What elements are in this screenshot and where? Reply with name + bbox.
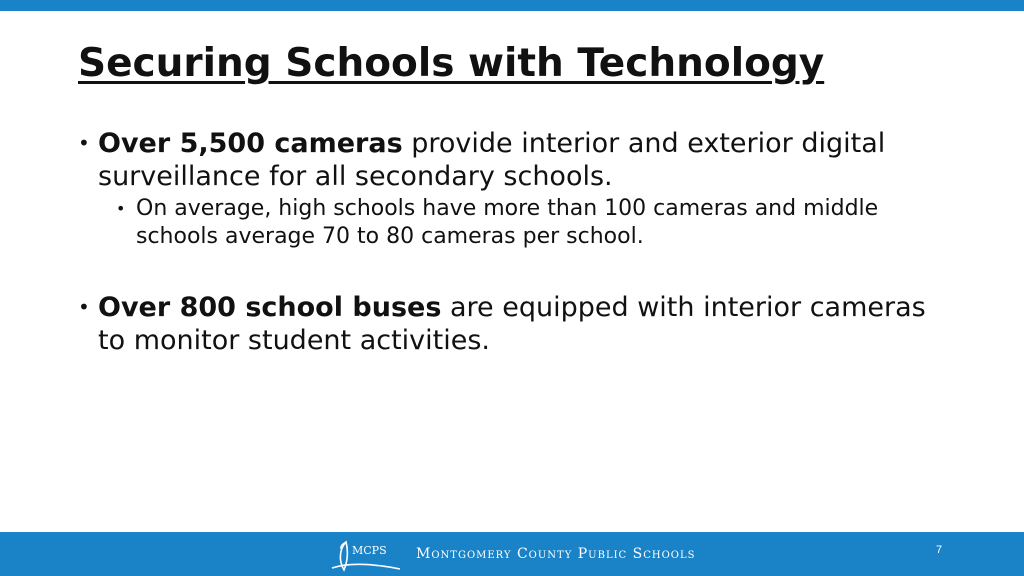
sub-bullet-text: On average, high schools have more than 100 cameras and middle schools average 70 to 80 cameras per school.	[136, 196, 879, 249]
mcps-logo	[330, 536, 700, 572]
bullet-list	[78, 127, 958, 357]
bullet-item-buses	[78, 291, 958, 357]
org-name: Montgomery County Public Schools	[416, 546, 696, 562]
bullet-item-cameras	[78, 127, 958, 193]
bullet-icon: •	[78, 295, 90, 319]
bullet-icon: •	[78, 131, 90, 155]
page-number: 7	[936, 544, 943, 556]
bullet-text: provide interior and exterior digital surveillance for all secondary schools.	[98, 128, 886, 192]
bullet-text: are equipped with interior cameras to monitor student activities.	[98, 292, 926, 356]
sub-bullet-item-average	[116, 195, 936, 251]
bullet-emphasis: Over 800 school buses	[98, 292, 442, 323]
top-accent-bar	[0, 0, 1024, 11]
logo-abbrev: MCPS	[352, 544, 387, 557]
sub-bullet-icon: •	[116, 199, 126, 218]
slide-title: Securing Schools with Technology	[78, 41, 825, 86]
footer-bar	[0, 532, 1024, 576]
bullet-emphasis: Over 5,500 cameras	[98, 128, 403, 159]
mcps-logo-icon	[330, 536, 410, 572]
